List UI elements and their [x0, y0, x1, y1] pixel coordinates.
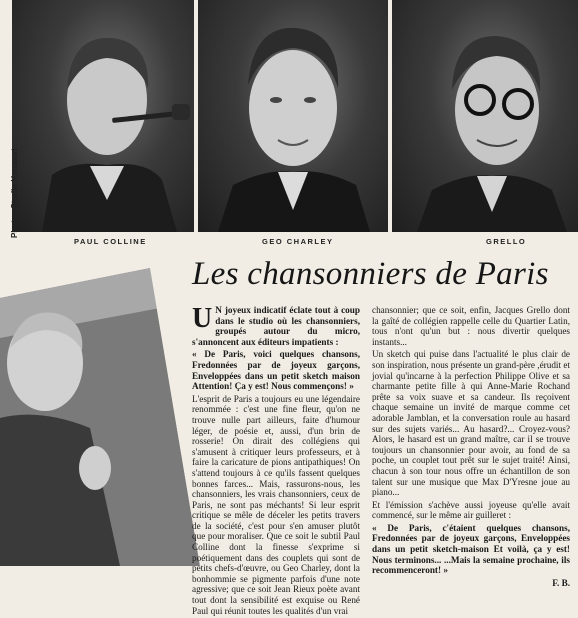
- body-paragraph: chansonnier; que ce soit, enfin, Jacques Grello dont la gaîté de collégien rappelle celle du Quartier Latin, tous n'ont qu'un but : nous divertir quelques instants...: [372, 305, 570, 347]
- photo-grello: [392, 0, 578, 232]
- body-paragraph: Et l'émission s'achève aussi joyeuse qu'elle avait commencé, sur le même air guilleret :: [372, 499, 570, 521]
- closing-jingle: « De Paris, c'étaient quelques chansons, Fredonnées par de joyeux garçons, Enveloppées dans un petit sketch-maison Et voilà, ça y est! Nous terminons... ...Mais la semaine prochaine, ils recommenceront! »: [372, 522, 570, 576]
- caption-paul-colline: PAUL COLLINE: [74, 237, 147, 246]
- caption-geo-charley: GEO CHARLEY: [262, 237, 334, 246]
- lead-paragraph: U N joyeux indicatif éclate tout à coup dans le studio où les chansonniers, groupés autour du micro, s'annoncent aux éditeurs impatients :: [192, 303, 360, 347]
- portrait-image: [392, 0, 578, 232]
- photo-credit: Photos Studio Harcourt: [10, 148, 19, 238]
- photo-tilted-portrait: [0, 268, 200, 566]
- body-paragraph: Un sketch qui puise dans l'actualité le plus clair de son inspiration, nous présente un grand-père ,érudit et jovial qu'incarne à la perfection Philippe Olive et sa charmante petite fille à qui Anne-Marie Rochand prête sa voix suave et sa candeur. Ils reçoivent chaque semaine un invité de marque comme cet adorable Jamblan, et la conversation roule au hasard sur des sujets variés... Au hasard?... Croyez-vous? Alors, le hasard est un grand maître, car il se trouve toujours un chansonnier pour avoir, au fond de sa poche, un couplet tout prêt sur le sujet traité! Ainsi, chacun à son tour nous offre un échantillon de son talent sur une musique que Max D'Yresne joue au piano...: [372, 349, 570, 498]
- portrait-image: [198, 0, 388, 232]
- article-column-2: [372, 305, 570, 588]
- portrait-image: [12, 0, 194, 232]
- headline: Les chansonniers de Paris: [192, 256, 549, 292]
- article-column-1: [192, 305, 360, 618]
- photo-paul-colline: [12, 0, 194, 232]
- portrait-image: [0, 268, 200, 566]
- opening-jingle: « De Paris, voici quelques chansons, Fredonnées par de joyeux garçons, Enveloppées dans un petit sketch maison Attention! Ça y est! Nous commençons! »: [192, 349, 360, 392]
- drop-cap: U: [192, 303, 213, 334]
- caption-grello: GRELLO: [486, 237, 527, 246]
- author-signature: F. B.: [552, 577, 570, 588]
- body-paragraph: L'esprit de Paris a toujours eu une légendaire renommée : c'est une fine fleur, qu'on ne trouve nulle part ailleurs, faite d'humour léger, de poésie et, aussi, d'un brin de rosserie! On dirait des collégiens qui s'amusent à critiquer leurs professeurs, et à faire la caricature de pions antipathiques! On s'attend toujours à ce qu'ils fassent quelques bonnes farces... Mais, rassurons-nous, les chansonniers, les vrais chansonniers, ceux de Paris, ne sont pas méchants! Si leur esprit critique se mêle de déceler les petits travers de la société, c'est pour s'en amuser plutôt que pour moraliser. Que ce soit le subtil Paul Colline dont la finesse s'exprime si poétiquement dans des couplets qui sont de petits chefs-d'œuvre, ou Geo Charley, dont la bonhommie se pigmente parfois d'une note agressive; que ce soit Jean Rieux poète avant tout dont la sensibilité est exquise ou René Paul qui réunit toutes les qualités d'un vrai: [192, 393, 360, 616]
- photo-geo-charley: [198, 0, 388, 232]
